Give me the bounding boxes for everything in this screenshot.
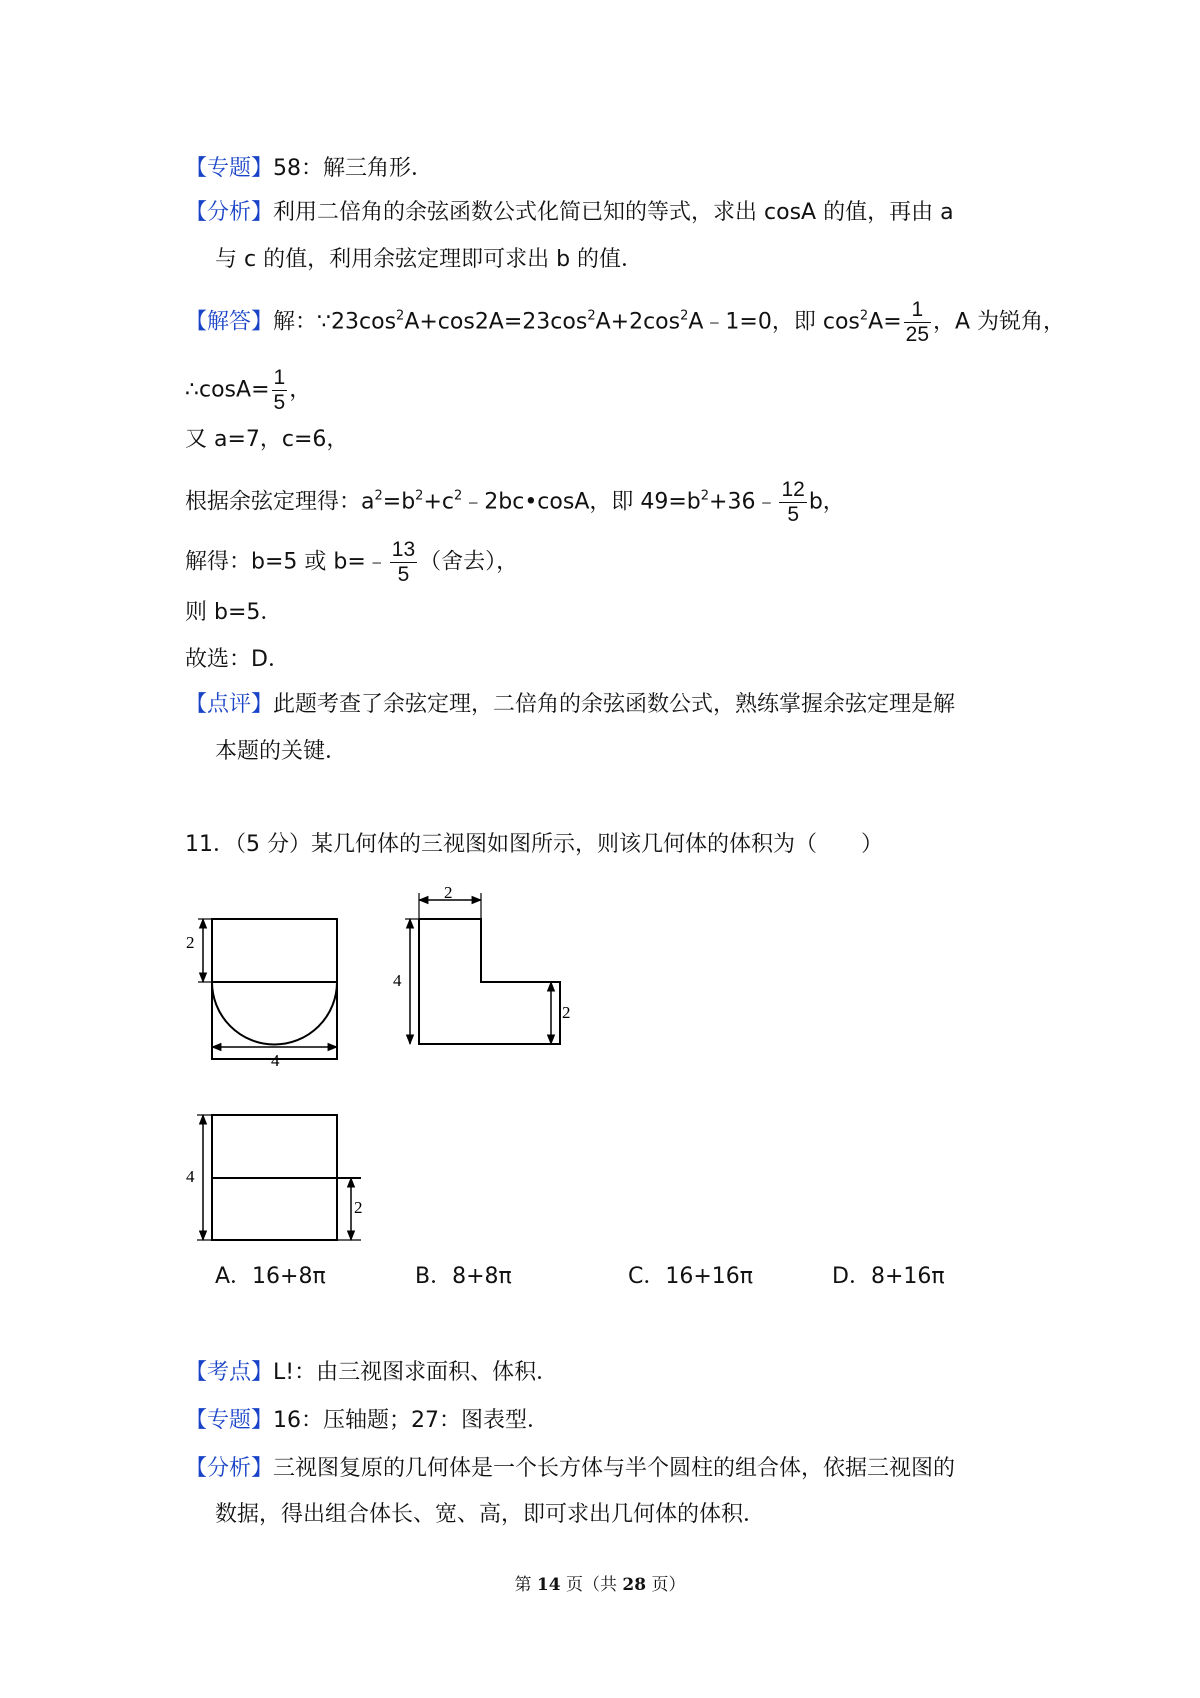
sol-text-6: ，A 为锐角，	[933, 309, 1066, 335]
side-view-outline	[419, 919, 560, 1044]
solve-text: 解得：b=5 或 b=﹣	[185, 549, 388, 575]
front-view	[198, 919, 337, 1059]
kaodian-text: L!：由三视图求面积、体积．	[273, 1360, 559, 1385]
footer-text-1: 第	[514, 1575, 537, 1595]
option-d[interactable]: D．8+16π	[832, 1264, 945, 1289]
law-cos-4: ﹣2bc•cosA，即 49=b	[462, 489, 701, 515]
fraction-numerator: 1	[273, 366, 286, 389]
q11-topic-text: 16：压轴题；27：图表型．	[273, 1408, 550, 1433]
sol-text-5: A=	[868, 309, 902, 335]
review-text-1: 此题考查了余弦定理，二倍角的余弦函数公式，熟练掌握余弦定理是解	[273, 692, 956, 717]
top-view	[197, 1115, 361, 1240]
side-r-label: 2	[562, 1003, 571, 1022]
q11-kaodian-line	[185, 1358, 558, 1388]
fraction-denominator: 5	[273, 391, 286, 414]
side-h-label: 4	[393, 971, 402, 990]
sup-2: 2	[587, 308, 596, 324]
fraction-numerator: 1	[904, 298, 931, 323]
review-text-2: 本题的关键．	[215, 739, 348, 764]
analysis-tag: 【分析】	[185, 200, 274, 225]
review-tag: 【点评】	[185, 692, 274, 717]
q11-analysis-line-1	[185, 1454, 955, 1484]
law-cos-2: =b	[382, 489, 416, 515]
law-cos-6: b，	[808, 489, 845, 515]
given-values: 又 a=7，c=6，	[185, 427, 349, 452]
sup-2: 2	[415, 488, 424, 504]
analysis-tag: 【分析】	[185, 1456, 274, 1481]
option-a[interactable]: A．16+8π	[215, 1264, 326, 1289]
solution-tag: 【解答】	[185, 309, 274, 335]
side-top-label: 2	[444, 883, 453, 902]
q11-analysis-text-2: 数据，得出组合体长、宽、高，即可求出几何体的体积．	[215, 1502, 766, 1527]
sup-2: 2	[453, 488, 463, 504]
q11-analysis-text-1: 三视图复原的几何体是一个长方体与半个圆柱的组合体，依据三视图的	[273, 1456, 956, 1481]
sup-2: 2	[396, 308, 405, 324]
side-view	[405, 893, 560, 1044]
q10-analysis-text-2: 与 c 的值，利用余弦定理即可求出 b 的值．	[215, 247, 644, 272]
fraction-denominator: 25	[905, 323, 929, 346]
kaodian-tag: 【考点】	[185, 1360, 274, 1385]
footer-text-3: 页）	[646, 1575, 686, 1595]
fraction-denominator: 5	[787, 503, 799, 526]
result-text: 则 b=5．	[185, 600, 283, 625]
law-cos-1: 根据余弦定理得：a	[185, 489, 375, 515]
page-total: 28	[622, 1575, 647, 1595]
front-view-rect	[212, 919, 337, 1059]
q11-topic-line	[185, 1406, 549, 1436]
option-b[interactable]: B．8+8π	[415, 1264, 512, 1289]
sol-text-3: A+2cos	[595, 309, 681, 335]
sol-text-4: A﹣1=0，即 cos	[688, 309, 860, 335]
law-cos-5: +36﹣	[709, 489, 778, 515]
fraction-numerator: 12	[781, 478, 805, 501]
sol-text-1: 解：∵23cos	[273, 309, 397, 335]
q10-analysis-text-1: 利用二倍角的余弦函数公式化简已知的等式，求出 cosA 的值，再由 a	[273, 200, 954, 225]
page-number: 14	[536, 1575, 561, 1595]
discard-text: （舍去），	[419, 549, 519, 575]
sup-2: 2	[859, 308, 869, 324]
page-footer	[0, 1570, 1200, 1595]
fraction-denominator: 5	[397, 563, 410, 586]
front-view-semicircle	[212, 982, 337, 1045]
option-c[interactable]: C．16+16π	[628, 1264, 754, 1289]
sup-2: 2	[374, 488, 383, 504]
sol-text-2: A+cos2A=23cos	[404, 309, 588, 335]
q11-analysis-line-2	[215, 1500, 765, 1530]
comma: ，	[289, 377, 312, 403]
top-h-label: 4	[186, 1167, 195, 1186]
fraction-numerator: 13	[391, 538, 416, 561]
answer-text: 故选：D．	[185, 647, 290, 672]
q10-topic-text: 58：解三角形．	[273, 156, 434, 181]
cosA-text: ∴cosA=	[185, 377, 270, 403]
law-cos-3: +c	[423, 489, 454, 515]
q11-stem-text: 11．（5 分）某几何体的三视图如图所示，则该几何体的体积为（ ）	[185, 832, 883, 857]
footer-text-2: 页（共	[560, 1575, 623, 1595]
sup-2: 2	[680, 308, 689, 324]
sup-2: 2	[700, 488, 710, 504]
front-h-label: 2	[186, 933, 195, 952]
topic-tag: 【专题】	[185, 156, 274, 181]
top-r-label: 2	[354, 1198, 363, 1217]
front-w-label: 4	[271, 1051, 280, 1070]
topic-tag: 【专题】	[185, 1408, 274, 1433]
